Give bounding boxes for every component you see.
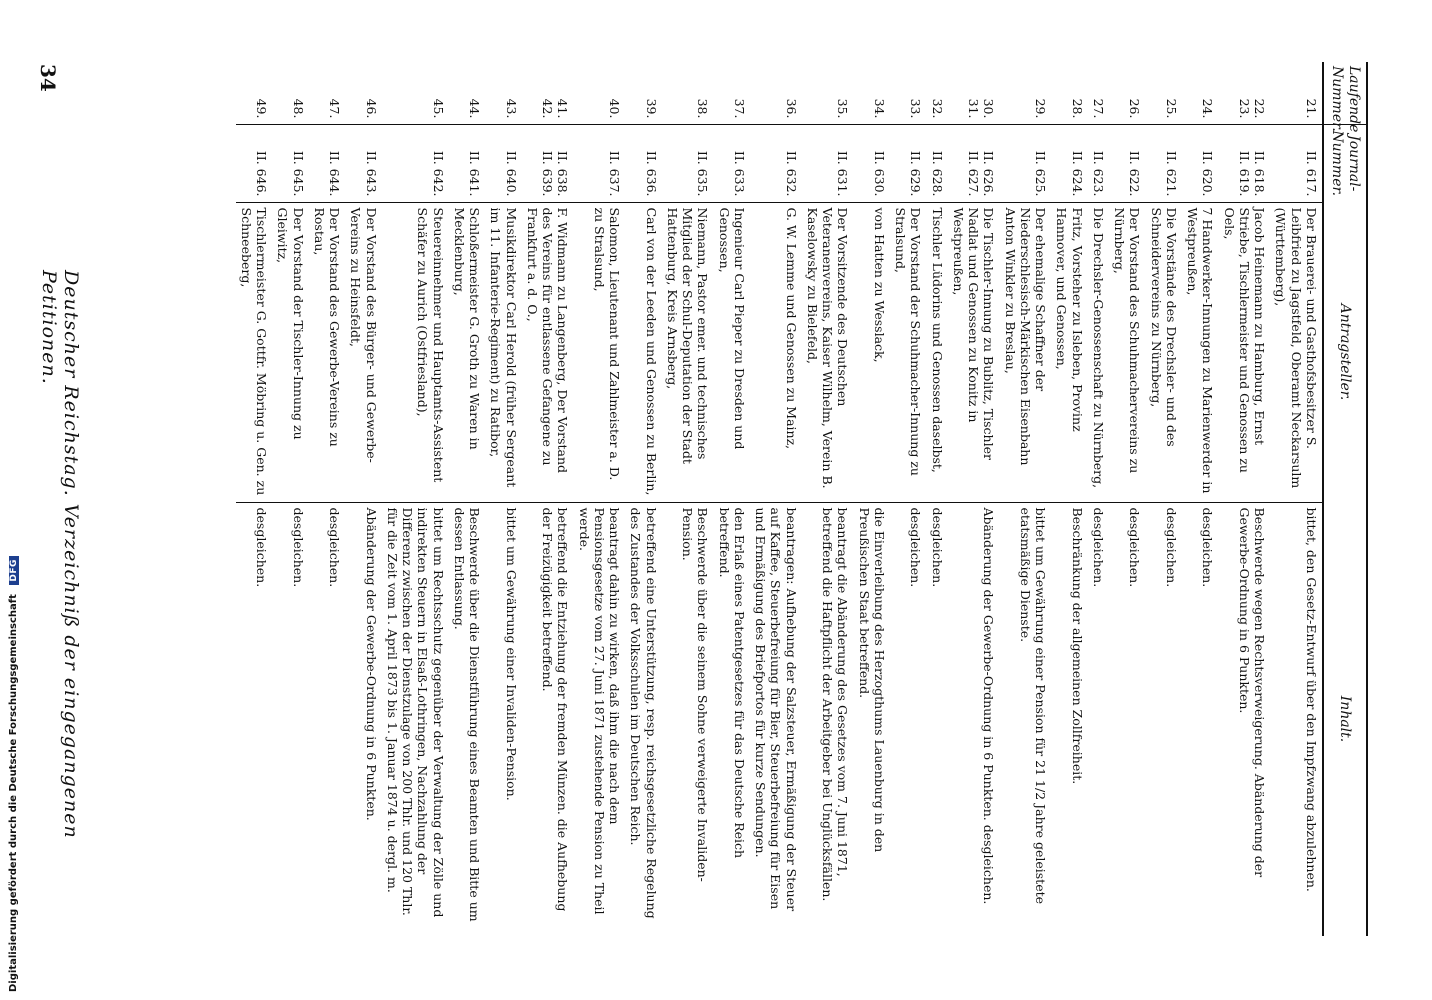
antragsteller-cell: Carl von der Leeden und Genossen zu Berlin, <box>625 202 662 502</box>
antragsteller-cell: 7 Handwerker-Innungen zu Marienwerder in Westpreußen, <box>1182 202 1219 502</box>
antragsteller-cell: Steuereinnehmer und Hauptamts-Assistent Schäfer zu Aurich (Ostfriesland), <box>382 202 449 502</box>
antragsteller-cell: Der Vorstand des Schuhmachervereins zu Nürnberg, <box>1109 202 1146 502</box>
table-row <box>1270 62 1323 936</box>
funding-credit <box>8 556 19 992</box>
journal-cell: II. 620. <box>1182 124 1219 202</box>
table-row <box>750 62 802 936</box>
table-header <box>1323 62 1367 936</box>
inhalt-cell: den Erlaß eines Patentgesetzes für das Deutsche Reich betreffend. <box>716 507 747 859</box>
journal-cell: II. 625. <box>999 124 1051 202</box>
antragsteller-cell: Musikdirektor Carl Herold (früher Sergeant im 11. Infanterie-Regiment) zu Ratibor, <box>485 202 522 502</box>
journal-cell: II. 633. <box>713 124 750 202</box>
antragsteller-cell: Der Vorstand des Gewerbe-Vereins zu Rostau, <box>309 202 346 502</box>
inhalt-cell: Beschwerde über die seinem Sohne verweigerte Invaliden-Pension. <box>680 507 711 882</box>
table-body <box>236 62 1323 936</box>
antragsteller-cell: Niemann, Pastor emer. und technisches Mitglied der Schul-Deputation der Stadt Hattenburg, Kreis Arnsberg, <box>662 202 714 502</box>
journal-cell: II. 632. <box>750 124 802 202</box>
lfd-cell: 27. <box>1090 98 1106 119</box>
journal-cell: II. 623. <box>1088 124 1109 202</box>
inhalt-cell: desgleichen. <box>1163 507 1179 588</box>
antragsteller-cell: G. W. Lemme und Genossen zu Mainz, <box>750 202 802 502</box>
table-row <box>309 62 346 936</box>
table-row <box>802 62 854 936</box>
inhalt-cell: bittet um Gewährung einer Pension für 21 1/2 Jahre geleistete etatsmäßige Dienste. <box>1017 507 1049 905</box>
table-row <box>382 62 449 936</box>
lfd-cell: 45. <box>430 98 446 119</box>
lfd-cell: 22. 23. <box>1236 98 1268 119</box>
antragsteller-cell: Ingenieur Carl Pieper zu Dresden und Genossen, <box>713 202 750 502</box>
column-header-inhalt: Inhalt. <box>1323 502 1367 936</box>
journal-cell: II. 644. <box>309 124 346 202</box>
journal-cell: II. 621. <box>1145 124 1182 202</box>
page-title: Deutscher Reichstag. Verzeichniß der eingegangenen Petitionen. <box>38 270 82 839</box>
lfd-cell: 40. <box>607 98 623 119</box>
petitions-table <box>236 62 1368 936</box>
table-row <box>1109 62 1146 936</box>
antragsteller-cell: F. Widmann zu Langenberg, Der Vorstand des Vereins für entlassene Gefangene zu Frankfurt a. d. O., <box>522 202 574 502</box>
lfd-cell: 24. <box>1200 98 1216 119</box>
table-row <box>272 62 309 936</box>
journal-cell: II. 635. <box>662 124 714 202</box>
antragsteller-cell: Der ehemalige Schaffner der Niederschlesisch-Märkischen Eisenbahn Anton Winkler zu Breslau, <box>999 202 1051 502</box>
lfd-cell: 38. <box>695 98 711 119</box>
inhalt-cell: Beschränkung der allgemeinen Zollfreiheit. <box>1069 507 1085 785</box>
inhalt-cell: Abänderung der Gewerbe-Ordnung in 6 Punkten. desgleichen. <box>981 507 997 905</box>
lfd-cell: 49. <box>254 98 270 119</box>
antragsteller-cell: Salomon, Lieutenant und Zahlmeister a. D. zu Stralsund, <box>573 202 625 502</box>
inhalt-cell: bittet um Rechtsschutz gegenüber der Verwaltung der Zölle und indirekten Steuern in Elsaß-Lothringen, Nachzahlung der Differenz zwischen der Dienstzulage von 200 Thlr. und 120 Thlr. für die Zeit vom 1. April 1873 bis 1. Januar 1874 u. dergl. m. <box>384 507 446 918</box>
lfd-cell: 21. <box>1303 98 1319 119</box>
antragsteller-cell: Der Brauerei- und Gasthofsbesitzer S. Leibfried zu Jagstfeld, Oberamt Neckarsulm (Württemberg), <box>1270 202 1323 502</box>
antragsteller-cell: Die Drechsler-Genossenschaft zu Nürnberg, <box>1088 202 1109 502</box>
table-row <box>999 62 1051 936</box>
antragsteller-cell: Tischler Lüdorins und Genossen daselbst, <box>926 202 947 502</box>
lfd-cell: 29. <box>1033 98 1049 119</box>
inhalt-cell: beantragt dahin zu wirken, daß ihm die nach dem Pensionsgesetze vom 27. Juni 1871 zustehende Pension zu Theil werde. <box>576 507 623 915</box>
table-row <box>573 62 625 936</box>
lfd-cell: 35. <box>835 98 851 119</box>
lfd-cell: 28. <box>1069 98 1085 119</box>
dfg-logo: DFG <box>9 556 19 585</box>
antragsteller-cell: Die Vorstände des Drechsler- und des Schneidervereins zu Nürnberg, <box>1145 202 1182 502</box>
journal-cell: II. 646. <box>236 124 273 202</box>
journal-cell: II. 618. II. 619. <box>1218 124 1270 202</box>
lfd-cell: 43. <box>503 98 519 119</box>
table-row <box>662 62 714 936</box>
table-row <box>485 62 522 936</box>
inhalt-cell: betreffend eine Unterstützung, resp. reichsgesetzliche Regelung des Zustandes der Volksschulen im Deutschen Reich. <box>628 507 659 919</box>
antragsteller-cell: Fritz, Vorsteher zu Isleben, Provinz Hannover, und Genossen, <box>1051 202 1088 502</box>
table-row <box>853 62 890 936</box>
lfd-cell: 41. 42. <box>540 98 571 119</box>
inhalt-cell: bittet, den Gesetz-Entwurf über den Impfzwang abzulehnen. <box>1303 507 1319 892</box>
inhalt-cell: desgleichen. <box>290 507 306 588</box>
lfd-cell: 46. <box>363 98 379 119</box>
journal-cell: II. 638. II. 639. <box>522 124 574 202</box>
journal-cell: II. 640. <box>485 124 522 202</box>
inhalt-cell: bittet um Gewährung einer Invaliden-Pension. <box>503 507 519 801</box>
inhalt-cell: desgleichen. <box>929 507 945 588</box>
lfd-cell: 47. <box>327 98 343 119</box>
column-header-lfd: Laufende Nummer. <box>1323 62 1367 124</box>
antragsteller-cell: Tischlermeister G. Gottfr. Möbring u. Gen. zu Schneeberg, <box>236 202 273 502</box>
journal-cell: II. 636. <box>625 124 662 202</box>
inhalt-cell: desgleichen. <box>1127 507 1143 588</box>
lfd-cell: 37. <box>731 98 747 119</box>
credit-text: Digitalisierung gefördert durch die Deutsche Forschungsgemeinschaft <box>8 594 19 992</box>
lfd-cell: 36. <box>783 98 799 119</box>
table-row <box>1218 62 1270 936</box>
inhalt-cell: desgleichen. <box>327 507 343 588</box>
journal-cell: II. 626. II. 627. <box>948 124 1000 202</box>
antragsteller-cell: Der Vorstand des Bürger- und Gewerbe-Vereins zu Heinsfeldt, <box>345 202 382 502</box>
antragsteller-cell: von Hatten zu Wesslack, <box>853 202 890 502</box>
inhalt-cell: die Einverleibung des Herzogthums Lauenburg in den Preußischen Staat betreffend. <box>856 507 887 853</box>
journal-cell: II. 641. <box>449 124 486 202</box>
inhalt-cell: desgleichen. <box>908 507 924 588</box>
lfd-cell: 44. <box>467 98 483 119</box>
journal-cell: II. 622. <box>1109 124 1146 202</box>
table-row <box>926 62 947 936</box>
table-row <box>625 62 662 936</box>
table-row <box>713 62 750 936</box>
journal-cell: II. 643. <box>345 124 382 202</box>
table-row <box>449 62 486 936</box>
journal-cell: II. 617. <box>1270 124 1323 202</box>
antragsteller-cell: Die Tischler-Innung zu Bublitz, Tischler Nadlat und Genossen zu Konitz in Westpreußen, <box>948 202 1000 502</box>
inhalt-cell: beantragen: Aufhebung der Salzsteuer, Ermäßigung der Steuer auf Kaffee, Steuerbefreiung für Bier, Steuerbefreiung für Eisen und Ermäßigung des Briefportos für kurze Sendungen. <box>753 507 799 912</box>
lfd-cell: 34. <box>871 98 887 119</box>
journal-cell: II. 630. <box>853 124 890 202</box>
lfd-cell: 30. 31. <box>966 98 997 119</box>
table-row <box>1051 62 1088 936</box>
inhalt-cell: Abänderung der Gewerbe-Ordnung in 6 Punkten. <box>363 507 379 821</box>
antragsteller-cell: Schloßermeister G. Groth zu Waren in Mecklenburg, <box>449 202 486 502</box>
inhalt-cell: betreffend die Entziehung der fremden Münzen. die Aufhebung der Freizügigkeit betreffend. <box>540 507 571 912</box>
lfd-cell: 32. <box>929 98 945 119</box>
table-row <box>890 62 927 936</box>
lfd-cell: 33. <box>908 98 924 119</box>
journal-cell: II. 631. <box>802 124 854 202</box>
journal-cell: II. 628. <box>926 124 947 202</box>
lfd-cell: 39. <box>643 98 659 119</box>
journal-cell: II. 629. <box>890 124 927 202</box>
inhalt-cell: desgleichen. <box>1200 507 1216 588</box>
column-header-journal: Journal-Nummer. <box>1323 124 1367 202</box>
table-row <box>948 62 1000 936</box>
antragsteller-cell: Jacob Heinemann zu Hamburg, Ernst Striebe, Tischlermeister und Genossen zu Oels, <box>1218 202 1270 502</box>
lfd-cell: 26. <box>1127 98 1143 119</box>
inhalt-cell: Beschwerde wegen Rechtsverweigerung. Abänderung der Gewerbe-Ordnung in 6 Punkten. <box>1236 507 1268 878</box>
inhalt-cell: Beschwerde über die Dienstführung eines Beamten und Bitte um dessen Entlassung. <box>451 507 483 922</box>
antragsteller-cell: Der Vorsitzende des Deutschen Veteranenvereins, Kaiser Wilhelm, Verein B. Kaselowsky zu Bielefeld, <box>802 202 854 502</box>
column-header-antragsteller: Antragsteller. <box>1323 202 1367 502</box>
table-row <box>345 62 382 936</box>
journal-cell: II. 645. <box>272 124 309 202</box>
inhalt-cell: beantragt die Abänderung des Gesetzes vom 7. Juni 1871, betreffend die Haftpflicht der Arbeitgeber bei Unglücksfällen. <box>820 507 851 902</box>
inhalt-cell: desgleichen. <box>1090 507 1106 588</box>
antragsteller-cell: Der Vorstand der Schuhmacher-Innung zu Stralsund, <box>890 202 927 502</box>
inhalt-cell: desgleichen. <box>254 507 270 588</box>
table-row <box>1145 62 1182 936</box>
table-row <box>1182 62 1219 936</box>
journal-cell: II. 637. <box>573 124 625 202</box>
table-row <box>236 62 273 936</box>
lfd-cell: 48. <box>290 98 306 119</box>
page-number: 34 <box>36 64 60 92</box>
journal-cell: II. 624. <box>1051 124 1088 202</box>
lfd-cell: 25. <box>1163 98 1179 119</box>
antragsteller-cell: Der Vorstand der Tischler-Innung zu Gleiwitz, <box>272 202 309 502</box>
journal-cell: II. 642. <box>382 124 449 202</box>
table-row <box>1088 62 1109 936</box>
table-row <box>522 62 574 936</box>
